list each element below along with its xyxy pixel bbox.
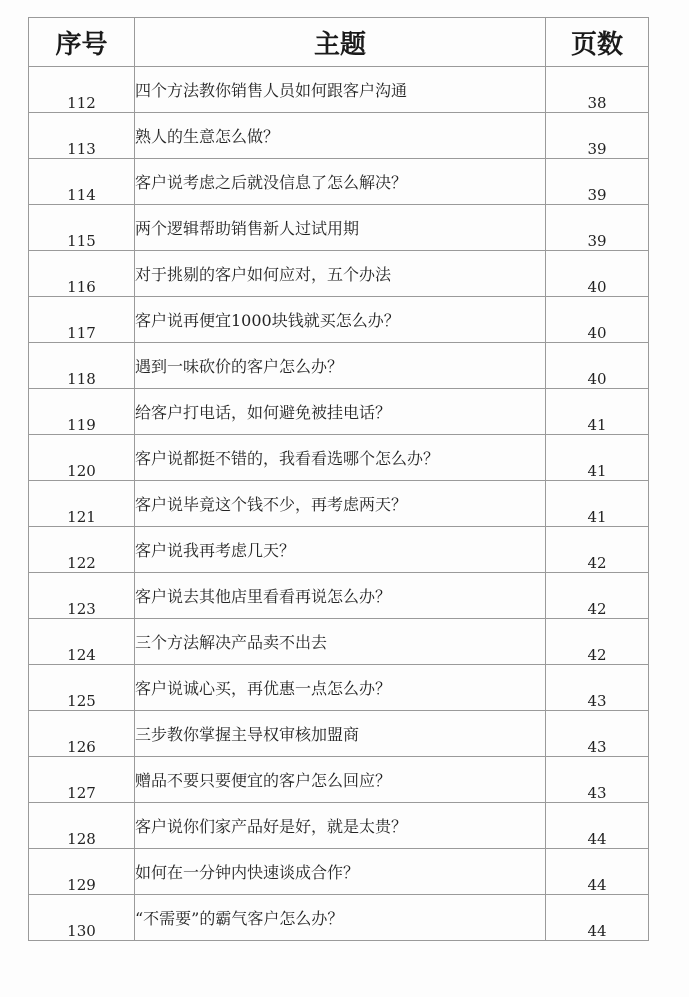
- row-page: 40: [546, 343, 649, 389]
- row-number: 115: [29, 205, 135, 251]
- row-page: 41: [546, 435, 649, 481]
- table-row: [29, 251, 649, 297]
- row-topic: 赠品不要只要便宜的客户怎么回应？: [135, 757, 546, 803]
- table-row: [29, 343, 649, 389]
- row-number: 124: [29, 619, 135, 665]
- row-page: 43: [546, 711, 649, 757]
- row-number: 127: [29, 757, 135, 803]
- table-row: [29, 711, 649, 757]
- row-topic: 两个逻辑帮助销售新人过试用期: [135, 205, 546, 251]
- table-row: [29, 435, 649, 481]
- row-topic: 给客户打电话，如何避免被挂电话？: [135, 389, 546, 435]
- row-topic: 遇到一味砍价的客户怎么办？: [135, 343, 546, 389]
- table-row: [29, 113, 649, 159]
- row-number: 122: [29, 527, 135, 573]
- row-page: 40: [546, 251, 649, 297]
- row-topic: 熟人的生意怎么做？: [135, 113, 546, 159]
- row-page: 41: [546, 389, 649, 435]
- table-row: [29, 849, 649, 895]
- row-number: 118: [29, 343, 135, 389]
- row-topic: 对于挑剔的客户如何应对，五个办法: [135, 251, 546, 297]
- row-topic: “不需要”的霸气客户怎么办？: [135, 895, 546, 941]
- table-row: [29, 895, 649, 941]
- row-number: 121: [29, 481, 135, 527]
- table-row: [29, 665, 649, 711]
- row-number: 116: [29, 251, 135, 297]
- row-number: 126: [29, 711, 135, 757]
- table-row: [29, 297, 649, 343]
- row-number: 119: [29, 389, 135, 435]
- row-topic: 如何在一分钟内快速谈成合作？: [135, 849, 546, 895]
- row-topic: 客户说再便宜1000块钱就买怎么办？: [135, 297, 546, 343]
- row-number: 120: [29, 435, 135, 481]
- table-row: [29, 159, 649, 205]
- row-page: 44: [546, 895, 649, 941]
- row-topic: 三步教你掌握主导权审核加盟商: [135, 711, 546, 757]
- toc-table: [28, 17, 649, 941]
- table-row: [29, 481, 649, 527]
- row-page: 38: [546, 67, 649, 113]
- row-page: 41: [546, 481, 649, 527]
- table-row: [29, 573, 649, 619]
- table-row: [29, 619, 649, 665]
- header-number: 序号: [29, 18, 135, 67]
- row-number: 123: [29, 573, 135, 619]
- row-topic: 四个方法教你销售人员如何跟客户沟通: [135, 67, 546, 113]
- row-topic: 客户说都挺不错的，我看看选哪个怎么办？: [135, 435, 546, 481]
- row-page: 42: [546, 573, 649, 619]
- row-number: 129: [29, 849, 135, 895]
- row-topic: 客户说你们家产品好是好，就是太贵？: [135, 803, 546, 849]
- header-topic: 主题: [135, 18, 546, 67]
- row-topic: 三个方法解决产品卖不出去: [135, 619, 546, 665]
- table-row: [29, 757, 649, 803]
- row-number: 113: [29, 113, 135, 159]
- table-row: [29, 67, 649, 113]
- row-number: 114: [29, 159, 135, 205]
- table-row: [29, 389, 649, 435]
- row-page: 44: [546, 849, 649, 895]
- header-row: [29, 18, 649, 67]
- row-page: 40: [546, 297, 649, 343]
- row-topic: 客户说毕竟这个钱不少，再考虑两天？: [135, 481, 546, 527]
- table-row: [29, 803, 649, 849]
- table-row: [29, 527, 649, 573]
- row-page: 44: [546, 803, 649, 849]
- row-page: 42: [546, 527, 649, 573]
- row-page: 39: [546, 159, 649, 205]
- table-row: [29, 205, 649, 251]
- row-topic: 客户说考虑之后就没信息了怎么解决？: [135, 159, 546, 205]
- row-number: 125: [29, 665, 135, 711]
- row-number: 128: [29, 803, 135, 849]
- row-topic: 客户说诚心买，再优惠一点怎么办？: [135, 665, 546, 711]
- row-number: 117: [29, 297, 135, 343]
- row-number: 130: [29, 895, 135, 941]
- row-page: 42: [546, 619, 649, 665]
- row-topic: 客户说去其他店里看看再说怎么办？: [135, 573, 546, 619]
- row-number: 112: [29, 67, 135, 113]
- toc-body: [29, 67, 649, 941]
- header-pages: 页数: [546, 18, 649, 67]
- row-page: 43: [546, 665, 649, 711]
- row-topic: 客户说我再考虑几天？: [135, 527, 546, 573]
- row-page: 39: [546, 205, 649, 251]
- row-page: 43: [546, 757, 649, 803]
- row-page: 39: [546, 113, 649, 159]
